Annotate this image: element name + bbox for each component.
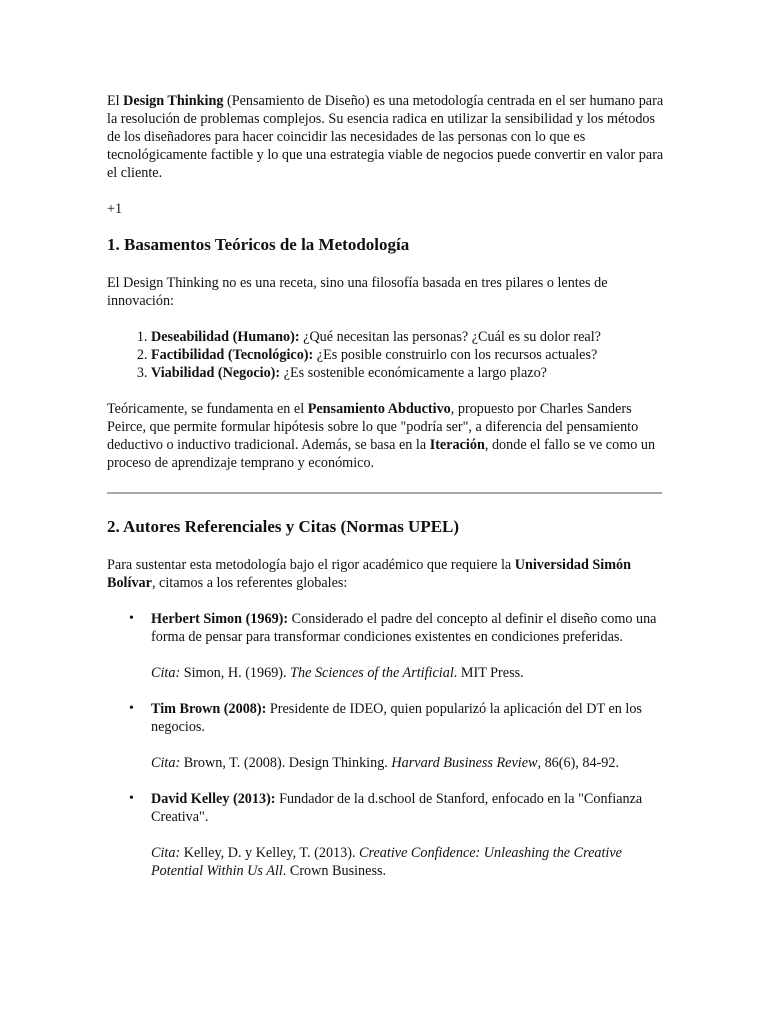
author-citation (151, 844, 667, 880)
pillar-item (151, 328, 667, 346)
section-1-heading: 1. Basamentos Teóricos de la Metodología (107, 235, 410, 254)
pillar-text: ¿Es posible construirlo con los recursos actuales? (313, 347, 598, 363)
author-name: Herbert Simon (1969): (151, 611, 289, 627)
cita-label: Cita: (151, 845, 181, 861)
pillar-item (151, 364, 667, 382)
author-citation (151, 754, 667, 772)
theory-bold: Pensamiento Abductivo (307, 401, 451, 417)
intro-text-post: (Pensamiento de Diseño) es una metodología centrada en el ser humano para la resolución de problemas complejos. Su esencia radica en utilizar la sensibilidad y los métodos de los diseñadores para hacer coincidir las necesidades de las personas con lo que es tecnológicamente factible y lo que una estrategia viable de negocios puede convertir en valor para el cliente. (107, 93, 664, 181)
section-2-heading: 2. Autores Referenciales y Citas (Normas UPEL) (107, 517, 460, 536)
section-2-intro (107, 556, 667, 592)
cita-label: Cita: (151, 755, 181, 771)
section-2-intro-text: , citamos a los referentes globales: (151, 575, 348, 591)
author-description (151, 610, 667, 646)
author-item (107, 790, 667, 880)
author-description (151, 790, 667, 826)
author-name: Tim Brown (2008): (151, 701, 267, 717)
citation-text: Simon, H. (1969). (180, 665, 291, 681)
author-citation (151, 664, 667, 682)
citation-title: The Sciences of the Artificial (290, 665, 454, 681)
theory-paragraph (107, 400, 667, 472)
author-desc-text: Presidente de IDEO, quien popularizó la aplicación del DT en los negocios. (151, 701, 642, 735)
citation-text: Brown, T. (2008). Design Thinking. (180, 755, 392, 771)
author-description (151, 700, 667, 736)
pillar-text: ¿Qué necesitan las personas? ¿Cuál es su dolor real? (299, 329, 601, 345)
section-2-intro-text: Para sustentar esta metodología bajo el rigor académico que requiere la (107, 557, 515, 573)
pillar-term: Factibilidad (Tecnológico): (151, 347, 314, 363)
intro-bold-term: Design Thinking (123, 93, 224, 109)
author-desc-text: Considerado el padre del concepto al definir el diseño como una forma de pensar para transformar condiciones existentes en condiciones preferidas. (151, 611, 657, 645)
citation-text: . Crown Business. (282, 863, 387, 879)
pillar-term: Viabilidad (Negocio): (151, 365, 281, 381)
cita-label: Cita: (151, 665, 181, 681)
author-item (107, 700, 667, 772)
citation-title: Creative Confidence: Unleashing the Creative Potential Within Us All (151, 845, 622, 879)
plus-one-text: +1 (107, 201, 123, 217)
theory-text: Teóricamente, se fundamenta en el (107, 401, 308, 417)
intro-text-pre: El (107, 93, 124, 109)
section-divider (107, 492, 662, 494)
document-content (107, 92, 667, 898)
bullet-icon: • (129, 791, 134, 806)
citation-text: Kelley, D. y Kelley, T. (2013). (180, 845, 360, 861)
theory-text: , propuesto por Charles Sanders Peirce, que permite formular hipótesis sobre lo que "podría ser", a diferencia del pensamiento deductivo o inductivo tradicional. Además, se basa en la (107, 401, 639, 453)
pillar-term: Deseabilidad (Humano): (151, 329, 300, 345)
author-item (107, 610, 667, 682)
theory-text: , donde el fallo se ve como un proceso de aprendizaje temprano y económico. (107, 437, 656, 471)
section-1-intro: El Design Thinking no es una receta, sino una filosofía basada en tres pilares o lentes de innovación: (107, 275, 608, 309)
citation-text: . MIT Press. (453, 665, 524, 681)
pillar-text: ¿Es sostenible económicamente a largo plazo? (280, 365, 547, 381)
university-name: Universidad Simón Bolívar (107, 557, 632, 591)
pillars-list (107, 328, 667, 382)
author-name: David Kelley (2013): (151, 791, 276, 807)
bullet-icon: • (129, 611, 134, 626)
pillar-item (151, 346, 667, 364)
bullet-icon: • (129, 701, 134, 716)
intro-paragraph (107, 92, 667, 182)
theory-bold: Iteración (429, 437, 485, 453)
author-desc-text: Fundador de la d.school de Stanford, enfocado en la "Confianza Creativa". (151, 791, 643, 825)
citation-title: Harvard Business Review (391, 755, 538, 771)
citation-text: , 86(6), 84-92. (537, 755, 620, 771)
authors-list (107, 610, 667, 880)
